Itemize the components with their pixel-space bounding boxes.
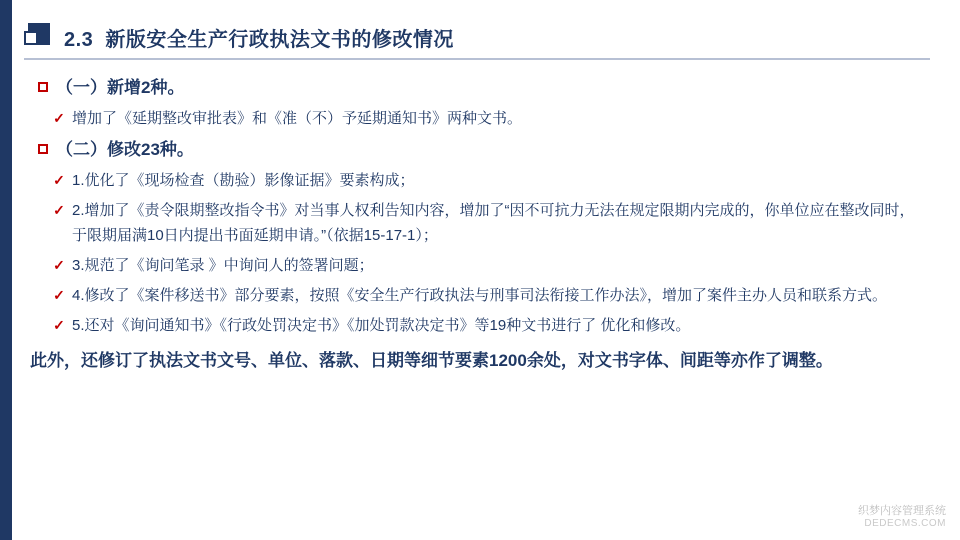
page-title-number: 2.3: [64, 28, 94, 51]
title-divider: [24, 58, 930, 60]
slide-title-row: [24, 16, 930, 58]
watermark-line-1: 织梦内容管理系统: [858, 505, 946, 517]
list-item: [24, 167, 936, 194]
title-square-marker-icon: [24, 23, 50, 51]
list-item-label: 4.修改了《案件移送书》部分要素，按照《安全生产行政执法与刑事司法衔接工作办法》，增加了案件主办人员和联系方式。: [72, 287, 888, 304]
list-item: [24, 74, 936, 102]
list-item-label: 2.增加了《责令限期整改指令书》对当事人权利告知内容，增加了“因不可抗力无法在规定限期内完成的，你单位应在整改同时，于限期届满10日内提出书面延期申请。”（依据15-17-1）；: [72, 202, 915, 244]
check-bullet-icon: ✓: [53, 287, 65, 303]
list-item: [24, 312, 936, 339]
check-bullet-icon: ✓: [53, 317, 65, 333]
square-bullet-icon: [30, 137, 56, 163]
check-bullet-icon: ✓: [53, 110, 65, 126]
square-bullet-icon: [30, 75, 56, 101]
list-item: [24, 252, 936, 279]
list-item: [24, 282, 936, 309]
list-item-label: 1.优化了《现场检查（勘验）影像证据》要素构成；: [72, 172, 415, 189]
list-item-label: 增加了《延期整改审批表》和《准（不）予延期通知书》两种文书。: [72, 110, 523, 127]
page-title: [64, 23, 454, 52]
page-title-text: 新版安全生产行政执法文书的修改情况: [105, 28, 454, 51]
section-heading: （二）修改23种。: [56, 140, 194, 159]
list-item-label: 5.还对《询问通知书》《行政处罚决定书》《加处罚款决定书》等19种文书进行了 优化和修改。: [72, 317, 691, 334]
check-bullet-icon: ✓: [53, 172, 65, 188]
left-accent-bar: [0, 0, 12, 540]
title-square-inner-icon: [24, 31, 38, 45]
watermark-line-2: DEDECMS.COM: [864, 518, 946, 529]
section-heading: （一）新增2种。: [56, 78, 185, 97]
list-item: [24, 136, 936, 164]
list-item-label: 3.规范了《询问笔录 》中询问人的签署问题；: [72, 257, 374, 274]
summary-paragraph: 此外，还修订了执法文书文号、单位、落款、日期等细节要素1200余处，对文书字体、间距等亦作了调整。: [30, 351, 833, 370]
list-item: [24, 105, 936, 132]
watermark: [858, 505, 946, 530]
list-item: [24, 197, 936, 249]
slide-body: [24, 70, 936, 376]
check-bullet-icon: ✓: [53, 257, 65, 273]
check-bullet-icon: ✓: [53, 202, 65, 218]
